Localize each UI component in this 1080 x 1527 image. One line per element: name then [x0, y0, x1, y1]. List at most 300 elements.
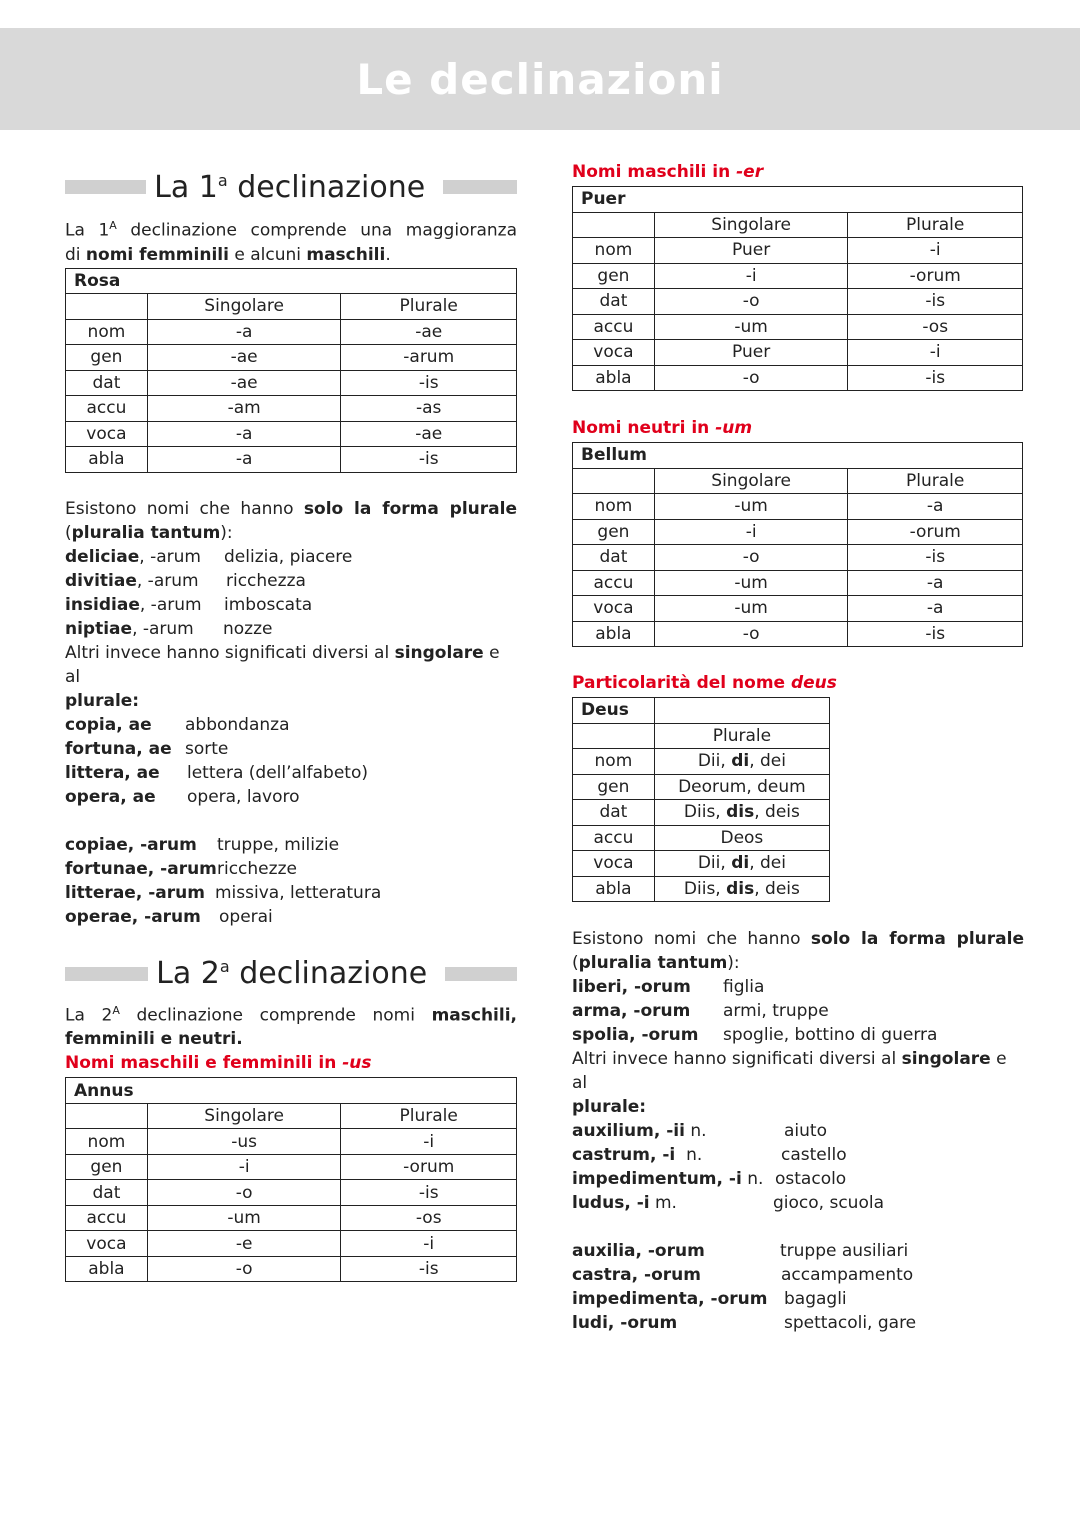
term-rest: m. — [649, 1193, 677, 1213]
second-declension-heading — [65, 949, 517, 999]
table-row — [573, 596, 1023, 622]
case-cell: voca — [573, 851, 655, 877]
meaning: truppe ausiliari — [780, 1241, 909, 1261]
form: , dei — [749, 853, 786, 874]
form: Dii, — [697, 853, 732, 874]
plur-cell: -orum — [341, 1154, 517, 1180]
case-cell: accu — [573, 570, 655, 596]
intro-text: La 2 — [65, 1005, 113, 1026]
bellum-table — [572, 442, 1023, 647]
intro-text: di — [65, 244, 86, 265]
bold-text: pluralia tantum — [578, 953, 728, 973]
meaning: accampamento — [781, 1265, 914, 1285]
text: ( — [65, 522, 72, 543]
case-cell: voca — [573, 596, 655, 622]
table-row — [573, 545, 1023, 571]
term: niptiae — [65, 618, 133, 639]
case-cell: dat — [66, 1180, 148, 1206]
plur-cell: -i — [341, 1231, 517, 1257]
list-item — [572, 1239, 1024, 1263]
list-item — [572, 1263, 1024, 1287]
sing-cell: -a — [147, 421, 341, 447]
text: Altri invece hanno significati diversi al — [572, 1049, 902, 1069]
case-cell: dat — [573, 800, 655, 826]
form: , dei — [749, 751, 786, 772]
plur-cell: -i — [848, 340, 1023, 366]
deus-heading — [572, 671, 1024, 695]
list-item — [65, 545, 517, 569]
term: liberi, -orum — [572, 977, 691, 997]
puer-table — [572, 186, 1023, 391]
term: arma, -orum — [572, 1001, 691, 1021]
sing-cell: -a — [147, 447, 341, 473]
case-cell: abla — [573, 876, 655, 902]
meaning: delizia, piacere — [224, 546, 353, 567]
meaning: bagagli — [784, 1289, 847, 1309]
table-row — [573, 800, 830, 826]
red-heading-italic: -us — [342, 1053, 372, 1074]
case-cell: accu — [66, 1205, 148, 1231]
plurale-label — [572, 1095, 1024, 1119]
sing-cell: -o — [654, 365, 848, 391]
case-cell: abla — [66, 1256, 148, 1282]
table-row — [573, 774, 830, 800]
plur-cell: -is — [848, 621, 1023, 647]
list-item — [65, 617, 517, 641]
sing-cell: Puer — [654, 340, 848, 366]
table-row — [66, 1231, 517, 1257]
case-cell: nom — [573, 494, 655, 520]
case-cell: voca — [573, 340, 655, 366]
sing-cell: -o — [654, 289, 848, 315]
bold-text: singolare — [901, 1049, 991, 1069]
table-row — [573, 238, 1023, 264]
table-row — [66, 1256, 517, 1282]
list-item — [65, 857, 517, 881]
term-rest: , -arum — [139, 546, 201, 567]
list-item — [572, 999, 1024, 1023]
term: castra, -orum — [572, 1265, 701, 1285]
plural-intro — [572, 927, 1024, 951]
form-bold: dis — [726, 878, 755, 899]
empty-cell — [573, 723, 655, 749]
col-singolare: Singolare — [147, 294, 341, 320]
plur-cell: -orum — [848, 519, 1023, 545]
term-rest: n. — [675, 1145, 703, 1165]
intro-text: declinazione comprende una maggioranza — [116, 220, 517, 241]
plur-cell — [654, 851, 829, 877]
list-item — [65, 569, 517, 593]
meaning: aiuto — [784, 1121, 827, 1141]
sing-cell: -um — [654, 314, 848, 340]
list-item — [65, 905, 517, 929]
table-row — [66, 1154, 517, 1180]
empty-cell — [654, 698, 829, 724]
plur-cell: -i — [341, 1129, 517, 1155]
table-row — [66, 345, 517, 371]
meaning: ricchezza — [226, 570, 306, 591]
meaning: castello — [781, 1145, 847, 1165]
meaning: ostacolo — [775, 1169, 847, 1189]
intro-text: e alcuni — [228, 244, 307, 265]
sing-cell: -um — [147, 1205, 341, 1231]
list-item — [65, 713, 517, 737]
sing-cell: -um — [654, 570, 848, 596]
term: copia, ae — [65, 714, 152, 735]
table-row — [573, 314, 1023, 340]
table-row — [66, 1205, 517, 1231]
case-cell: accu — [573, 314, 655, 340]
term: fortunae, -arum — [65, 858, 217, 879]
red-heading-text: Nomi neutri in — [572, 418, 716, 438]
text: ( — [572, 953, 579, 973]
case-cell: gen — [573, 519, 655, 545]
meaning: imboscata — [224, 594, 313, 615]
col-plurale: Plurale — [848, 468, 1023, 494]
table-name: Annus — [66, 1078, 517, 1104]
table-row — [573, 570, 1023, 596]
term: castrum, -i — [572, 1145, 676, 1165]
text: ): — [220, 522, 233, 543]
term-rest: , -arum — [139, 594, 202, 615]
list-item — [65, 737, 517, 761]
term: auxilium, -ii — [572, 1121, 685, 1141]
table-row — [573, 365, 1023, 391]
list-item — [65, 881, 517, 905]
heading-text: La 1 — [154, 169, 218, 205]
sing-cell: -o — [654, 621, 848, 647]
plur-cell: -arum — [341, 345, 517, 371]
term: impedimentum, -i — [572, 1169, 742, 1189]
table-row — [573, 851, 830, 877]
table-row — [573, 289, 1023, 315]
term: copiae, -arum — [65, 834, 197, 855]
red-heading-italic: deus — [790, 673, 837, 693]
plur-cell: -os — [341, 1205, 517, 1231]
bold-text: plurale: — [572, 1097, 647, 1117]
form: Dii, — [697, 751, 732, 772]
intro-sup: A — [112, 1003, 120, 1017]
col-plurale: Plurale — [341, 1103, 517, 1129]
case-cell: gen — [66, 1154, 148, 1180]
bold-text: pluralia tantum — [71, 522, 221, 543]
list-item — [572, 1287, 1024, 1311]
list-item — [572, 975, 1024, 999]
meaning: opera, lavoro — [187, 786, 300, 807]
plur-cell — [654, 800, 829, 826]
table-row — [66, 396, 517, 422]
table-name: Deus — [573, 698, 655, 724]
term: auxilia, -orum — [572, 1241, 705, 1261]
term: impedimenta, -orum — [572, 1289, 768, 1309]
term-rest: n. — [741, 1169, 764, 1189]
intro-sup: A — [109, 219, 117, 232]
case-cell: abla — [66, 447, 148, 473]
meaning: operai — [219, 906, 273, 927]
col-plurale: Plurale — [654, 723, 829, 749]
red-heading-italic: -um — [715, 418, 753, 438]
list-item — [65, 761, 517, 785]
bold-text: solo la forma plurale — [810, 929, 1024, 949]
sing-cell: -um — [654, 494, 848, 520]
meaning: ricchezze — [217, 858, 297, 879]
plur-cell: -is — [848, 365, 1023, 391]
red-heading-text: Nomi maschili e femminili in — [65, 1053, 343, 1074]
sing-cell: -i — [654, 519, 848, 545]
title-banner — [0, 28, 1080, 130]
sing-cell: Puer — [654, 238, 848, 264]
list-item — [572, 1311, 1024, 1335]
empty-cell — [573, 468, 655, 494]
sing-cell: -i — [654, 263, 848, 289]
term: ludi, -orum — [572, 1313, 678, 1333]
table-row — [66, 447, 517, 473]
meaning: lettera (dell’alfabeto) — [187, 762, 369, 783]
term-rest: , -arum — [136, 570, 199, 591]
list-item — [572, 1119, 1024, 1143]
intro-bold: maschili, — [431, 1005, 517, 1026]
col-singolare: Singolare — [654, 212, 848, 238]
red-heading-italic: -er — [736, 162, 764, 182]
sing-cell: -o — [654, 545, 848, 571]
meaning: nozze — [223, 618, 273, 639]
different-meanings-line — [572, 1047, 1024, 1095]
sing-cell: -um — [654, 596, 848, 622]
intro-text: declinazione comprende nomi — [119, 1005, 432, 1026]
rosa-table — [65, 268, 517, 473]
form: Deos — [720, 827, 764, 848]
heading-bar-right — [443, 180, 517, 194]
intro-bold: femminili e neutri. — [65, 1029, 243, 1050]
case-cell: voca — [66, 421, 148, 447]
term: litterae, -arum — [65, 882, 205, 903]
case-cell: gen — [66, 345, 148, 371]
form: Deorum, deum — [678, 776, 806, 797]
term: ludus, -i — [572, 1193, 650, 1213]
meaning: abbondanza — [185, 714, 290, 735]
text: ): — [727, 953, 740, 973]
plur-cell: -is — [341, 1180, 517, 1206]
text: Esistono nomi che hanno — [65, 498, 304, 519]
plur-cell: -ae — [341, 421, 517, 447]
case-cell: voca — [66, 1231, 148, 1257]
sing-cell: -i — [147, 1154, 341, 1180]
first-intro-line1 — [65, 214, 517, 243]
term-rest: n. — [684, 1121, 707, 1141]
text: Esistono nomi che hanno — [572, 929, 811, 949]
plur-cell: -is — [341, 370, 517, 396]
left-column — [65, 160, 517, 1282]
sing-cell: -o — [147, 1256, 341, 1282]
table-row — [66, 1129, 517, 1155]
intro-text: La 1 — [65, 220, 110, 241]
plur-cell — [654, 876, 829, 902]
case-cell: nom — [573, 238, 655, 264]
plur-cell: -i — [848, 238, 1023, 264]
case-cell: accu — [573, 825, 655, 851]
form-bold: di — [731, 751, 750, 772]
term: fortuna, ae — [65, 738, 172, 759]
empty-cell — [66, 1103, 148, 1129]
case-cell: accu — [66, 396, 148, 422]
table-row — [573, 494, 1023, 520]
different-meanings-line — [65, 641, 517, 689]
case-cell: gen — [573, 263, 655, 289]
sing-cell: -a — [147, 319, 341, 345]
page-title: Le declinazioni — [356, 54, 724, 104]
table-row — [573, 876, 830, 902]
term: operae, -arum — [65, 906, 201, 927]
plurale-label — [65, 689, 517, 713]
empty-cell — [66, 294, 148, 320]
table-row — [66, 421, 517, 447]
plur-cell: -is — [848, 545, 1023, 571]
case-cell: dat — [573, 545, 655, 571]
text: Altri invece hanno significati diversi al — [65, 642, 395, 663]
sing-cell: -e — [147, 1231, 341, 1257]
plur-cell — [654, 774, 829, 800]
col-plurale: Plurale — [341, 294, 517, 320]
meaning: figlia — [723, 977, 765, 997]
table-row — [573, 263, 1023, 289]
first-declension-heading — [65, 160, 517, 214]
plur-cell: -a — [848, 570, 1023, 596]
list-item — [572, 1143, 1024, 1167]
text: e al — [572, 1049, 1007, 1093]
annus-table — [65, 1077, 517, 1282]
meaning: spettacoli, gare — [784, 1313, 917, 1333]
heading-sup: a — [217, 170, 228, 190]
second-intro-line2 — [65, 1027, 517, 1051]
case-cell: abla — [573, 365, 655, 391]
case-cell: dat — [66, 370, 148, 396]
plur-cell: -orum — [848, 263, 1023, 289]
er-heading — [572, 160, 1024, 184]
case-cell: nom — [573, 749, 655, 775]
pluralia-tantum-line — [572, 951, 1024, 975]
list-item — [65, 833, 517, 857]
form-bold: dis — [726, 802, 755, 823]
case-cell: nom — [66, 319, 148, 345]
first-intro-line2 — [65, 243, 517, 267]
meaning: missiva, letteratura — [215, 882, 382, 903]
term: insidiae — [65, 594, 140, 615]
heading-sup: a — [219, 957, 230, 977]
list-item — [572, 1023, 1024, 1047]
form-bold: di — [731, 853, 750, 874]
empty-cell — [573, 212, 655, 238]
list-item — [65, 785, 517, 809]
plur-cell: -ae — [341, 319, 517, 345]
case-cell: nom — [66, 1129, 148, 1155]
list-item — [572, 1191, 1024, 1215]
second-intro-line1 — [65, 999, 517, 1028]
heading-text: La 2 — [156, 956, 220, 992]
plur-cell: -a — [848, 596, 1023, 622]
red-heading-text: Particolarità del nome — [572, 673, 791, 693]
table-row — [66, 370, 517, 396]
text: e al — [65, 642, 500, 687]
case-cell: abla — [573, 621, 655, 647]
sing-cell: -ae — [147, 370, 341, 396]
form: Diis, — [683, 802, 727, 823]
table-row — [66, 1180, 517, 1206]
table-name: Rosa — [66, 268, 517, 294]
case-cell: gen — [573, 774, 655, 800]
term: littera, ae — [65, 762, 160, 783]
heading-bar-left — [65, 967, 148, 981]
heading-bar-right — [445, 967, 517, 981]
bold-text: plurale: — [65, 690, 140, 711]
table-row — [573, 340, 1023, 366]
col-plurale: Plurale — [848, 212, 1023, 238]
form: , deis — [754, 878, 800, 899]
intro-bold: nomi femminili — [85, 244, 229, 265]
case-cell: dat — [573, 289, 655, 315]
heading-tail: declinazione — [229, 956, 428, 992]
table-name: Bellum — [573, 443, 1023, 469]
table-row — [573, 749, 830, 775]
um-heading — [572, 416, 1024, 440]
plural-intro — [65, 497, 517, 521]
intro-text: . — [385, 244, 391, 265]
plur-cell: -is — [341, 447, 517, 473]
heading-bar-left — [65, 180, 146, 194]
term: opera, ae — [65, 786, 156, 807]
table-row — [573, 825, 830, 851]
form: Diis, — [683, 878, 727, 899]
plur-cell — [654, 749, 829, 775]
red-heading-text: Nomi maschili in — [572, 162, 737, 182]
list-item — [572, 1167, 1024, 1191]
plur-cell: -is — [848, 289, 1023, 315]
plur-cell: -a — [848, 494, 1023, 520]
intro-bold: maschili — [306, 244, 386, 265]
sing-cell: -o — [147, 1180, 341, 1206]
sing-cell: -ae — [147, 345, 341, 371]
masc-fem-heading — [65, 1051, 517, 1075]
table-row — [573, 519, 1023, 545]
sing-cell: -us — [147, 1129, 341, 1155]
meaning: truppe, milizie — [217, 834, 340, 855]
table-row — [573, 621, 1023, 647]
list-item — [65, 593, 517, 617]
meaning: sorte — [185, 738, 229, 759]
form: , deis — [754, 802, 800, 823]
plur-cell: -os — [848, 314, 1023, 340]
bold-text: solo la forma plurale — [303, 498, 517, 519]
col-singolare: Singolare — [654, 468, 848, 494]
plur-cell — [654, 825, 829, 851]
plur-cell: -is — [341, 1256, 517, 1282]
term: spolia, -orum — [572, 1025, 699, 1045]
meaning: gioco, scuola — [773, 1193, 884, 1213]
pluralia-tantum-line — [65, 521, 517, 545]
meaning: armi, truppe — [723, 1001, 829, 1021]
right-column — [572, 160, 1024, 1335]
term: divitiae — [65, 570, 137, 591]
col-singolare: Singolare — [147, 1103, 341, 1129]
heading-tail: declinazione — [227, 169, 426, 205]
term-rest: , -arum — [132, 618, 194, 639]
plur-cell: -as — [341, 396, 517, 422]
bold-text: singolare — [394, 642, 484, 663]
sing-cell: -am — [147, 396, 341, 422]
meaning: spoglie, bottino di guerra — [723, 1025, 938, 1045]
table-row — [66, 319, 517, 345]
table-name: Puer — [573, 187, 1023, 213]
term: deliciae — [65, 546, 140, 567]
